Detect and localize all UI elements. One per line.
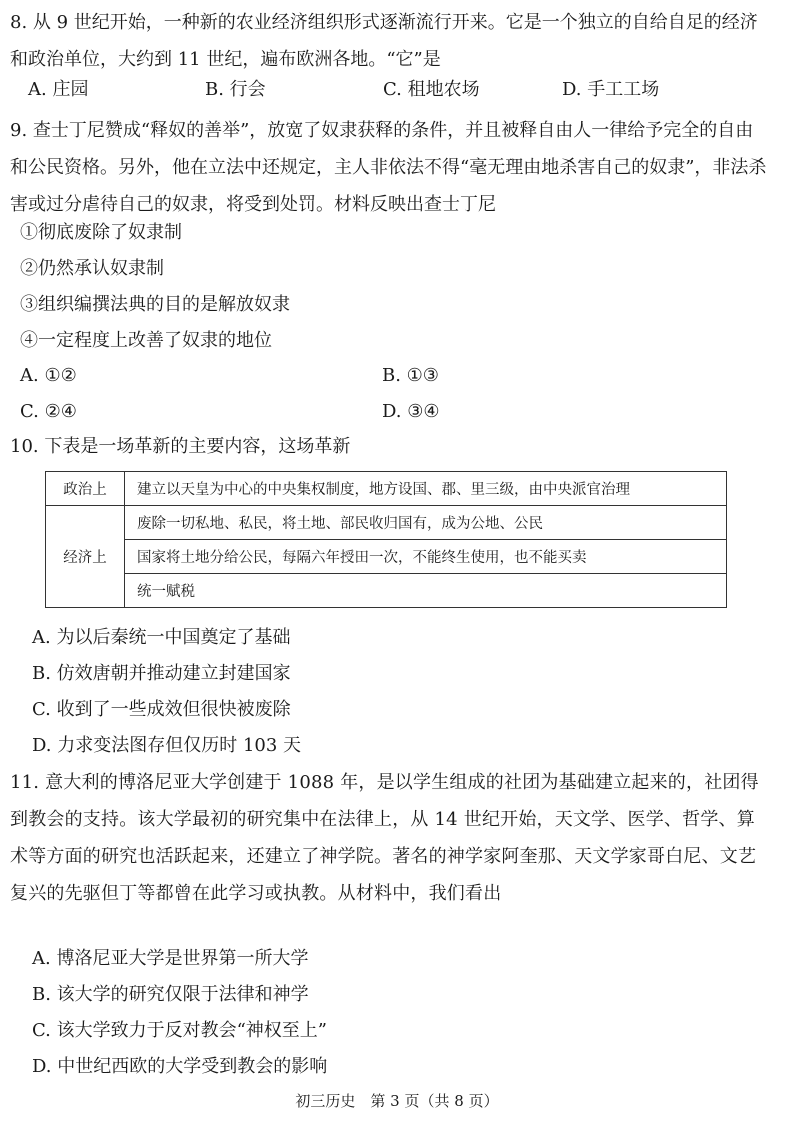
question-11-option-c: C. 该大学致力于反对教会“神权至上”	[32, 1020, 327, 1041]
question-10-option-c: C. 收到了一些成效但很快被废除	[32, 699, 291, 720]
table-row	[46, 540, 727, 574]
question-9-option-c: C. ②④	[20, 401, 77, 422]
question-11-option-d: D. 中世纪西欧的大学受到教会的影响	[32, 1056, 328, 1077]
question-10-option-a: A. 为以后秦统一中国奠定了基础	[32, 627, 291, 648]
politics-header-cell: 政治上	[46, 472, 125, 506]
question-8-stem: 8. 从 9 世纪开始，一种新的农业经济组织形式逐渐流行开来。它是一个独立的自给自足的经济和政治单位，大约到 11 世纪，遍布欧洲各地。“它”是	[10, 12, 758, 70]
question-9-statement-1: ①彻底废除了奴隶制	[20, 222, 182, 243]
question-9-statement-2: ②仍然承认奴隶制	[20, 258, 164, 279]
question-9-statement-3: ③组织编撰法典的目的是解放奴隶	[20, 294, 290, 315]
economy-content-cell: 统一赋税	[125, 574, 727, 608]
question-9-option-b: B. ①③	[382, 365, 439, 386]
table-row	[46, 472, 727, 506]
question-8-option-c: C. 租地农场	[383, 79, 480, 100]
economy-content-cell: 国家将土地分给公民，每隔六年授田一次，不能终生使用，也不能买卖	[125, 540, 727, 574]
question-8-option-b: B. 行会	[205, 79, 266, 100]
economy-content-cell: 废除一切私地、私民，将土地、部民收归国有，成为公地、公民	[125, 506, 727, 540]
table-row	[46, 574, 727, 608]
page-footer: 初三历史 第 3 页（共 8 页）	[295, 1092, 499, 1110]
question-11-option-a: A. 博洛尼亚大学是世界第一所大学	[32, 948, 309, 969]
reform-table	[45, 471, 727, 608]
question-9-stem: 9. 查士丁尼赞成“释奴的善举”，放宽了奴隶获释的条件，并且被释自由人一律给予完全的自由和公民资格。另外，他在立法中还规定，主人非依法不得“毫无理由地杀害自己的奴隶”，非法杀害或过分虐待自己的奴隶，将受到处罚。材料反映出查士丁尼	[10, 120, 767, 215]
question-10-option-b: B. 仿效唐朝并推动建立封建国家	[32, 663, 291, 684]
politics-content-cell: 建立以天皇为中心的中央集权制度，地方设国、郡、里三级，由中央派官治理	[125, 472, 727, 506]
question-8-option-d: D. 手工工场	[562, 79, 660, 100]
question-11-option-b: B. 该大学的研究仅限于法律和神学	[32, 984, 309, 1005]
question-8-option-a: A. 庄园	[28, 79, 89, 100]
table-row	[46, 506, 727, 540]
question-9-option-d: D. ③④	[382, 401, 440, 422]
economy-header-cell: 经济上	[46, 506, 125, 608]
question-9-statement-4: ④一定程度上改善了奴隶的地位	[20, 330, 272, 351]
question-9-option-a: A. ①②	[20, 365, 77, 386]
question-10-stem: 10. 下表是一场革新的主要内容，这场革新	[10, 436, 351, 457]
question-11-stem: 11. 意大利的博洛尼亚大学创建于 1088 年，是以学生组成的社团为基础建立起来的，社团得到教会的支持。该大学最初的研究集中在法律上，从 14 世纪开始，天文学、医学、哲学、算术等方面的研究也活跃起来，还建立了神学院。著名的神学家阿奎那、天文学家哥白尼、文艺复兴的先驱但丁等都曾在此学习或执教。从材料中，我们看出	[10, 772, 759, 904]
question-10-option-d: D. 力求变法图存但仅历时 103 天	[32, 735, 302, 756]
